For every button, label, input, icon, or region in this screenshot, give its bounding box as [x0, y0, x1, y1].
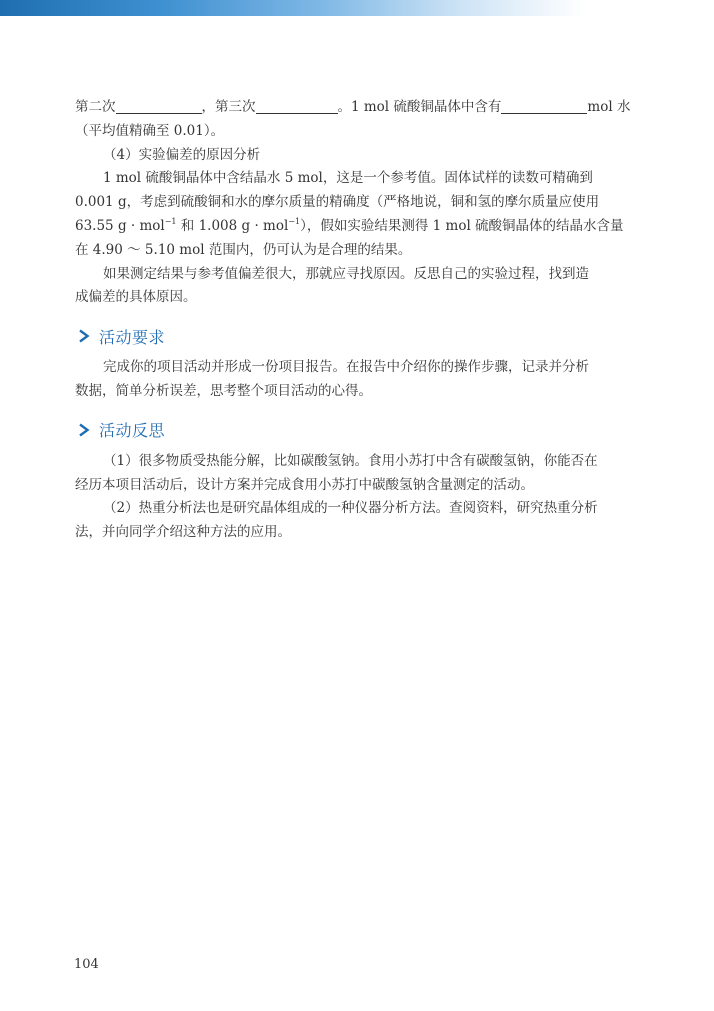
text-segment: mol 水 — [587, 99, 631, 115]
section-heading-requirements — [75, 322, 641, 350]
answer-blank — [256, 98, 338, 114]
section-title: 活动反思 — [99, 421, 166, 441]
paragraph-line — [75, 96, 641, 120]
paragraph-line — [75, 215, 641, 239]
paragraph-line: 如果测定结果与参考值偏差很大，那就应寻找原因。反思自己的实验过程，找到造 — [103, 265, 589, 282]
paragraph-line: 1 mol 硫酸铜晶体中含结晶水 5 mol，这是一个参考值。固体试样的读数可精确到 — [103, 170, 593, 187]
list-item: （2）热重分析法也是研究晶体组成的一种仪器分析方法。查阅资料，研究热重分析 — [103, 500, 598, 517]
paragraph-line: 0.001 g，考虑到硫酸铜和水的摩尔质量的精确度（严格地说，铜和氢的摩尔质量应使用 — [75, 194, 600, 211]
text-segment: 。1 mol 硫酸铜晶体中含有 — [337, 99, 502, 115]
answer-blank — [116, 98, 202, 114]
paragraph-line: （平均值精确至 0.01）。 — [75, 122, 225, 139]
chevron-right-icon — [77, 329, 91, 343]
text-segment: 和 1.008 g · mol — [176, 217, 289, 234]
paragraph-line: 成偏差的具体原因。 — [75, 289, 197, 306]
section-title: 活动要求 — [99, 327, 166, 347]
page-content — [75, 96, 641, 545]
text-segment: ），假如实验结果测得 1 mol 硫酸铜晶体的结晶水含量 — [300, 217, 624, 234]
superscript: −1 — [288, 216, 301, 226]
subsection-title: （4）实验偏差的原因分析 — [103, 146, 261, 163]
list-item-continuation: 法，并向同学介绍这种方法的应用。 — [75, 524, 291, 541]
text-segment: ，第三次 — [201, 99, 256, 115]
paragraph-line: 完成你的项目活动并形成一份项目报告。在报告中介绍你的操作步骤，记录并分析 — [103, 359, 589, 376]
chevron-right-icon — [77, 423, 91, 437]
list-item: （1）很多物质受热能分解，比如碳酸氢钠。食用小苏打中含有碳酸氢钠，你能否在 — [103, 452, 598, 469]
text-segment: 第二次 — [75, 99, 116, 115]
paragraph-line: 数据，简单分析误差，思考整个项目活动的心得。 — [75, 382, 372, 399]
header-gradient-bar — [0, 0, 714, 16]
paragraph-line: 在 4.90 ～ 5.10 mol 范围内，仍可认为是合理的结果。 — [75, 241, 412, 258]
answer-blank — [501, 98, 587, 114]
page-number: 104 — [74, 957, 99, 972]
list-item-continuation: 经历本项目活动后，设计方案并完成食用小苏打中碳酸氢钠含量测定的活动。 — [75, 476, 534, 493]
text-segment: 63.55 g · mol — [75, 217, 165, 234]
superscript: −1 — [164, 216, 177, 226]
section-heading-reflection — [75, 416, 641, 444]
